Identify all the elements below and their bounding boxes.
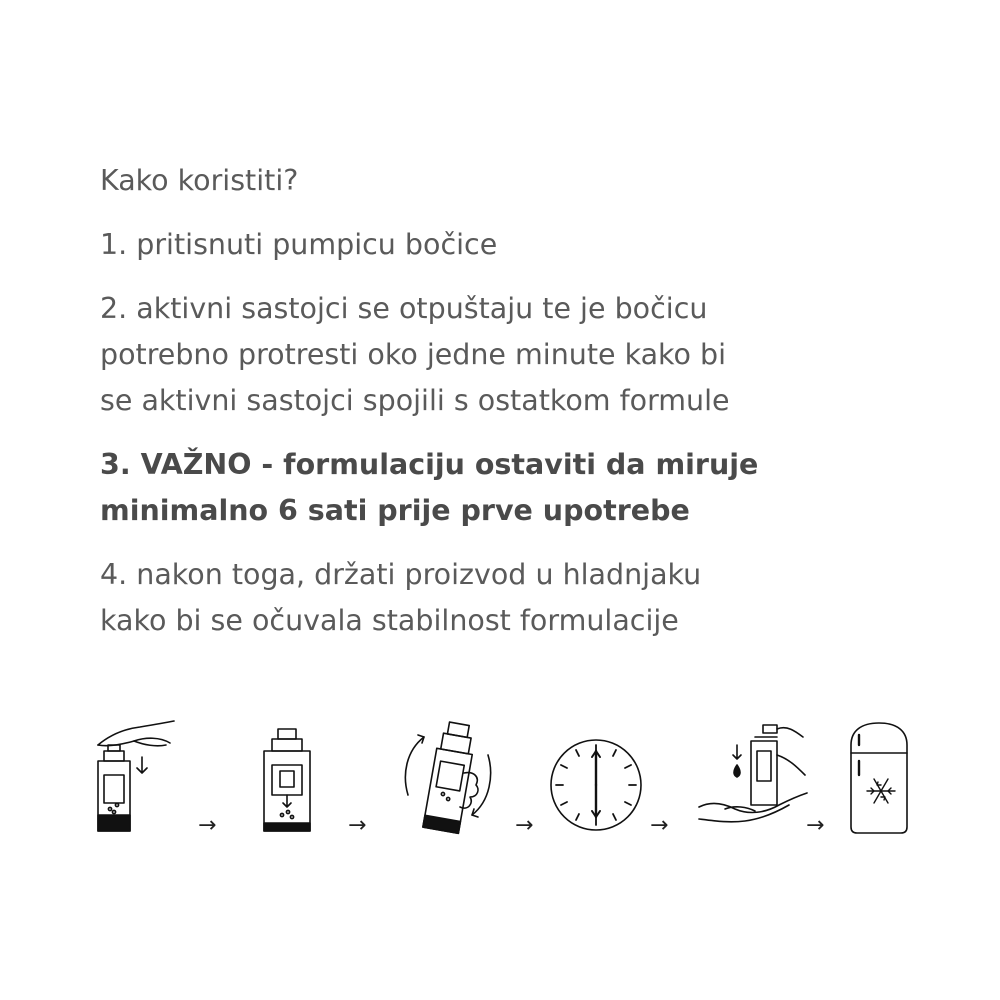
- step-3-important: [100, 442, 940, 534]
- step-1: [100, 222, 940, 268]
- step-4-line-2: kako bi se očuvala stabilnost formulacije: [100, 604, 679, 637]
- step-4-line-1: 4. nakon toga, držati proizvod u hladnjaku: [100, 558, 702, 591]
- fridge-icon: [845, 715, 915, 840]
- step-1-line-1: 1. pritisnuti pumpicu bočice: [100, 228, 498, 261]
- step-3-line-2: minimalno 6 sati prije prve upotrebe: [100, 494, 690, 527]
- arrow-icon: →: [515, 813, 534, 838]
- step-2-line-1: 2. aktivni sastojci se otpuštaju te je bočicu: [100, 292, 708, 325]
- step-2: [100, 286, 940, 424]
- step-3-line-1: 3. VAŽNO - formulaciju ostaviti da miruje: [100, 448, 759, 481]
- step-2-line-3: se aktivni sastojci spojili s ostatkom formule: [100, 384, 730, 417]
- step-2-line-2: potrebno protresti oko jedne minute kako bi: [100, 338, 727, 371]
- page-title: Kako koristiti?: [100, 164, 299, 197]
- step-4: [100, 552, 940, 644]
- shake-bottle-icon: [398, 715, 498, 840]
- usage-steps-illustration: [90, 715, 920, 845]
- clock-icon: [548, 715, 648, 840]
- release-actives-icon: [258, 715, 318, 840]
- arrow-icon: →: [348, 813, 367, 838]
- arrow-icon: →: [806, 813, 825, 838]
- press-pump-icon: [90, 715, 185, 840]
- instructions: [100, 158, 940, 662]
- arrow-icon: →: [198, 813, 217, 838]
- arrow-icon: →: [650, 813, 669, 838]
- dispense-drop-icon: [695, 715, 810, 840]
